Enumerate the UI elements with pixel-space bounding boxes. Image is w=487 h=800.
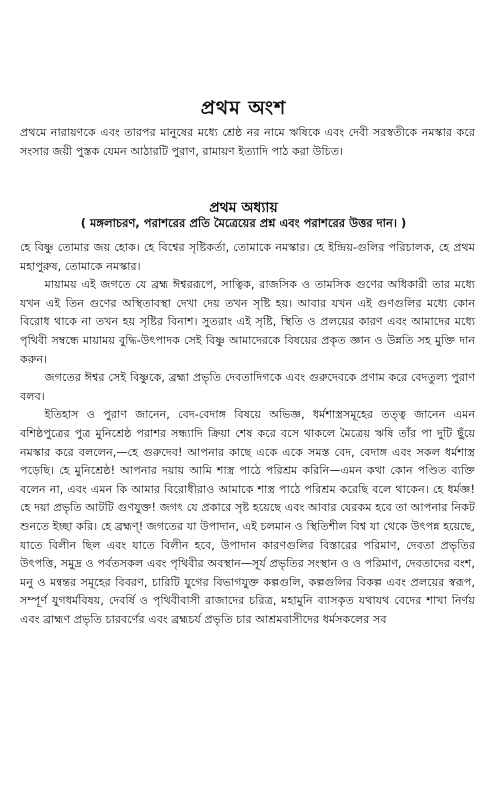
paragraph: ইতিহাস ও পুরাণ জানেন, বেদ-বেদাঙ্গ বিষয়ে অভিজ্ঞ, ধর্মশাস্ত্রসমূহের তত্ত্ব জানেন এমন বশিষ্ঠপুত্রের পুত্র মুনিশ্রেষ্ঠ পরাশর সন্ধ্যাদি ক্রিয়া শেষ করে বসে থাকলে মৈত্রেয় ঋষি তাঁর পা দুটি ছুঁয়ে নমস্কার করে বললেন,—হে গুরুদেব! আপনার কাছে একে একে সমস্ত বেদ, বেদাঙ্গ এবং সকল ধর্মশাস্ত্র পড়েছি। হে মুনিশ্রেষ্ঠ! আপনার দয়ায় আমি শাস্ত্র পাঠে পরিশ্রম করিনি—এমন কথা কোন পণ্ডিত ব্যক্তি বলেন না, এবং এমন কি আমার বিরোধীরাও আমাকে শাস্ত্র পাঠে পরিশ্রম করেছি বলে থাকেন। হে ধর্মজ্ঞ! হে দয়া প্রভৃতি আটটি গুণযুক্ত! জগৎ যে প্রকারে সৃষ্ট হয়েছে এবং আবার যেরকম হবে তা আপনার নিকট শুনতে ইচ্ছা করি। হে ব্রহ্মণ্! জগতের যা উপাদান, এই চলমান ও স্থিতিশীল বিশ্ব যা থেকে উৎপন্ন হয়েছে, যাতে বিলীন ছিল এবং যাতে বিলীন হবে, উপাদান কারণগুলির বিস্তারের পরিমাণ, দেবতা প্রভৃতির উৎপত্তি, সমুদ্র ও পর্বতসকল এবং পৃথিবীর অবস্থান—সূর্য প্রভৃতির সংস্থান ও ও পরিমাণ, দেবতাদের বংশ, মনু ও মন্বন্তর সমূহের বিবরণ, চারিটি যুগের বিভাগযুক্ত কল্পগুলি, কল্পগুলির বিকল্প এবং প্রলয়ের স্বরূপ, সম্পূর্ণ যুগধর্মবিষয়, দেবর্ষি ও পৃথিবীবাসী রাজাদের চরিত্র, মহামুনি ব্যাসকৃত যথাযথ বেদের শাখা নির্ণয় এবং ব্রাহ্মণ প্রভৃতি চারবর্ণের এবং ব্রহ্মচর্য প্রভৃতি চার আশ্রমবাসীদের ধর্মসকলের সব bbox=[20, 408, 475, 626]
paragraph: মায়াময় এই জগতে যে ব্রহ্ম ঈশ্বররূপে, সাত্বিক, রাজসিক ও তামসিক গুণের অধিকারী তার মধ্যে যখন এই তিন গুণের অস্থিতাবস্থা দেখা দেয় তখন সৃষ্টি হয়। আবার যখন এই গুণগুলির মধ্যে কোন বিরোধ থাকে না তখন হয় সৃষ্টির বিনাশ। সুতরাং এই সৃষ্টি, স্থিতি ও প্রলয়ের কারণ এবং আমাদের মধ্যে পৃথিবী সম্বন্ধে মায়াময় বুদ্ধি-উৎপাদক সেই বিষ্ণু আমাদেরকে বিষয়ের প্রকৃত জ্ঞান ও উন্নতি সহ মুক্তি দান করুন। bbox=[20, 278, 475, 366]
chapter-body bbox=[20, 239, 475, 629]
intro-paragraph: প্রথমে নারায়ণকে এবং তারপর মানুষের মধ্যে শ্রেষ্ঠ নর নামে ঋষিকে এবং দেবী সরস্বতীকে নমস্কার করে সংসার জয়ী পুস্তক যেমন আঠারটি পুরাণ, রামায়ণ ইত্যাদি পাঠ করা উচিত। bbox=[20, 126, 475, 158]
paragraph: হে বিষ্ণু তোমার জয় হোক। হে বিশ্বের সৃষ্টিকর্তা, তোমাকে নমস্কার। হে ইন্দ্রিয়-গুলির পরিচালক, হে প্রথম মহাপুরুষ, তোমাকে নমস্কার। bbox=[20, 241, 475, 273]
chapter-subtitle: ( মঙ্গলাচরণ, পরাশরের প্রতি মৈত্রেয়ের প্রশ্ন এবং পরাশরের উত্তর দান। ) bbox=[80, 216, 407, 230]
paragraph: জগতের ঈশ্বর সেই বিষ্ণুকে, ব্রহ্মা প্রভৃতি দেবতাদিগকে এবং গুরুদেবকে প্রণাম করে বেদতুল্য পুরাণ বলব। bbox=[20, 371, 475, 403]
chapter-title: প্রথম অধ্যায় bbox=[209, 200, 278, 216]
section-title: প্রথম অংশ bbox=[200, 97, 287, 119]
